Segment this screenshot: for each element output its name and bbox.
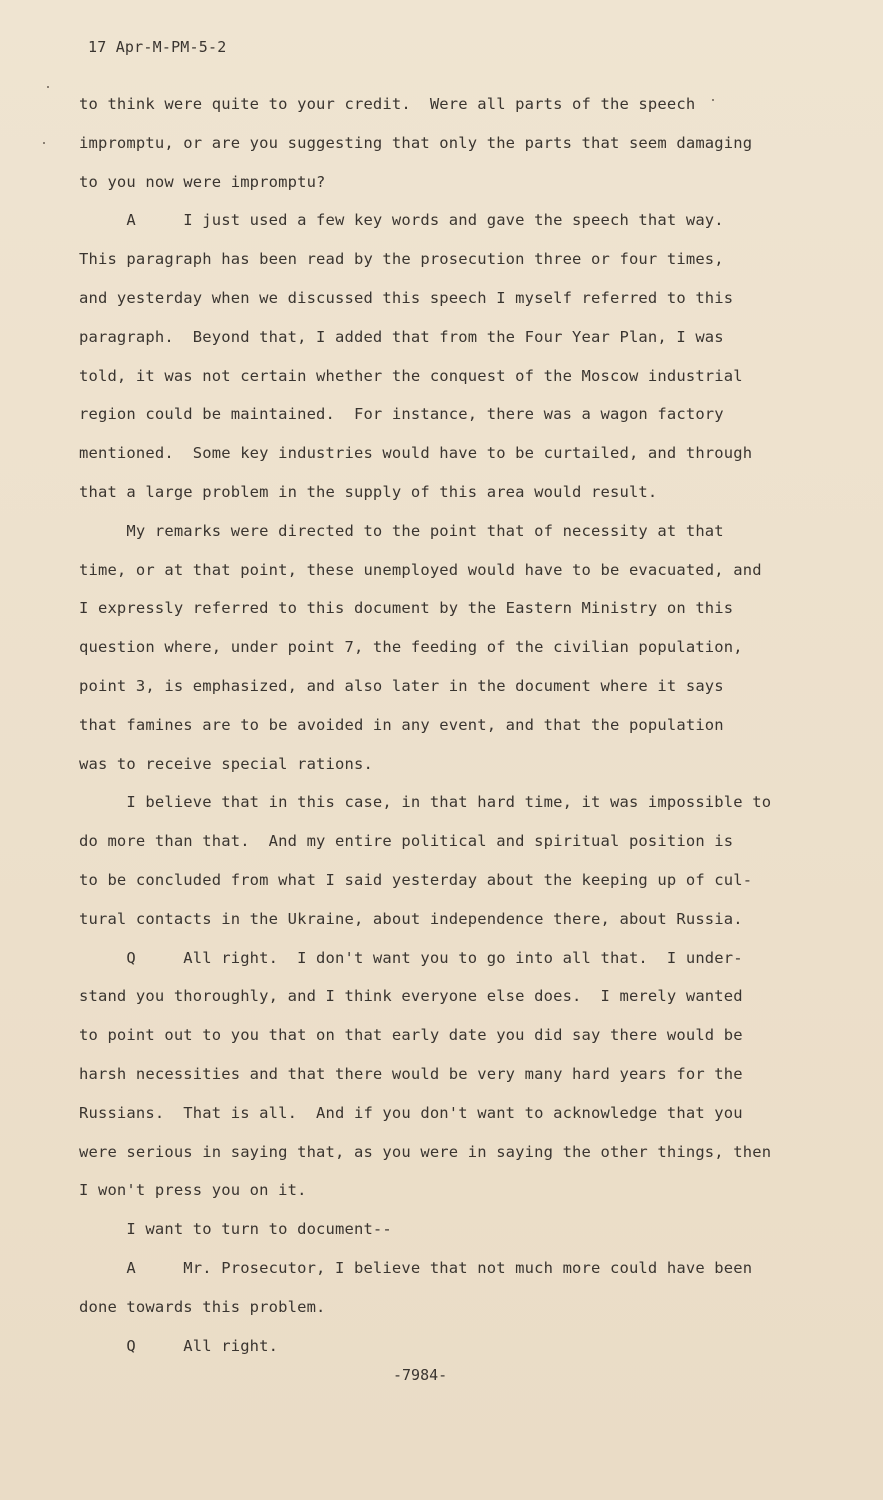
transcript-line: A I just used a few key words and gave the speech that way.: [79, 211, 724, 230]
paper-speck: [47, 86, 49, 88]
transcript-line: region could be maintained. For instance, there was a wagon factory: [79, 405, 724, 424]
transcript-line: question where, under point 7, the feeding of the civilian population,: [79, 638, 743, 657]
transcript-line: Q All right.: [79, 1336, 279, 1355]
transcript-line: I expressly referred to this document by the Eastern Ministry on this: [79, 599, 734, 618]
transcript-line: to you now were impromptu?: [79, 172, 326, 191]
transcript-line: were serious in saying that, as you were in saying the other things, then: [79, 1142, 772, 1161]
transcript-line: to be concluded from what I said yesterday about the keeping up of cul-: [79, 871, 753, 889]
transcript-line: was to receive special rations.: [79, 754, 373, 773]
transcript-line: A Mr. Prosecutor, I believe that not much more could have been: [79, 1259, 753, 1277]
transcript-line: harsh necessities and that there would be very many hard years for the: [79, 1065, 743, 1083]
transcript-line: This paragraph has been read by the prosecution three or four times,: [79, 250, 724, 269]
transcript-line: tural contacts in the Ukraine, about independence there, about Russia.: [79, 909, 743, 928]
page-header-ref: 17 Apr-M-PM-5-2: [88, 38, 227, 56]
page-number: -7984-: [393, 1366, 448, 1384]
transcript-line: and yesterday when we discussed this speech I myself referred to this: [79, 289, 734, 307]
transcript-line: I believe that in this case, in that hard time, it was impossible to: [79, 793, 772, 812]
transcript-line: do more than that. And my entire political and spiritual position is: [79, 832, 734, 851]
transcript-line: time, or at that point, these unemployed would have to be evacuated, and: [79, 560, 762, 579]
transcript-line: Russians. That is all. And if you don't want to acknowledge that you: [79, 1103, 743, 1122]
transcript-line: I won't press you on it.: [79, 1181, 307, 1200]
transcript-line: to think were quite to your credit. Were all parts of the speech: [79, 95, 696, 113]
transcript-line: told, it was not certain whether the conquest of the Moscow industrial: [79, 366, 743, 385]
transcript-line: point 3, is emphasized, and also later in the document where it says: [79, 677, 724, 695]
transcript-line: I want to turn to document--: [79, 1220, 392, 1239]
transcript-line: stand you thoroughly, and I think everyone else does. I merely wanted: [79, 987, 743, 1006]
transcript-line: done towards this problem.: [79, 1297, 326, 1316]
transcript-line: that a large problem in the supply of this area would result.: [79, 483, 658, 501]
transcript-line: Q All right. I don't want you to go into all that. I under-: [79, 948, 743, 967]
transcript-line: My remarks were directed to the point that of necessity at that: [79, 521, 724, 540]
transcript-line: that famines are to be avoided in any event, and that the population: [79, 715, 724, 734]
transcript-line: impromptu, or are you suggesting that only the parts that seem damaging: [79, 133, 753, 152]
transcript-line: to point out to you that on that early date you did say there would be: [79, 1026, 743, 1045]
transcript-line: mentioned. Some key industries would have to be curtailed, and through: [79, 444, 753, 463]
transcript-line: paragraph. Beyond that, I added that from the Four Year Plan, I was: [79, 327, 724, 346]
paper-speck: [712, 99, 714, 101]
paper-speck: [43, 142, 45, 144]
